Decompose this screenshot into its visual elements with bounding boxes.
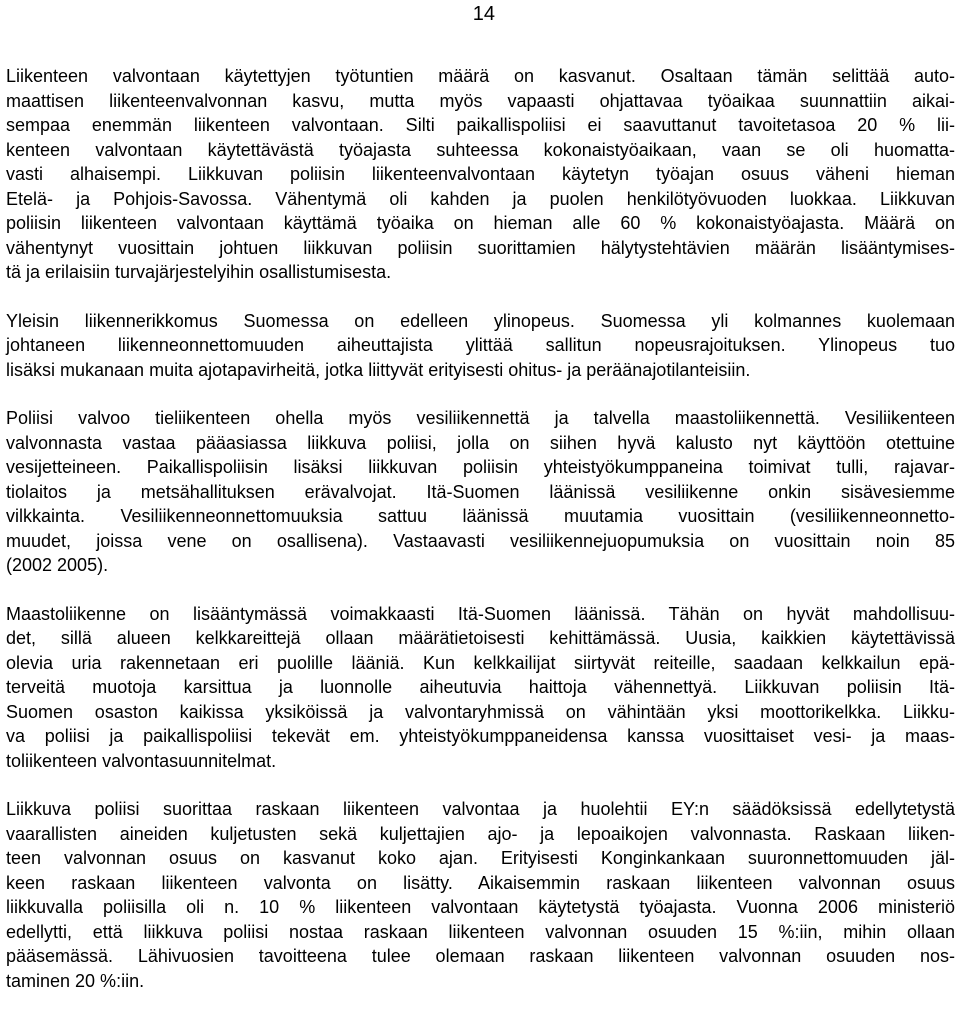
paragraph-line: edellytti, että liikkuva poliisi nostaa raskaan liikenteen valvonnan osuuden 15 %:iin, mihin ollaan [6,921,955,942]
paragraph-line: vilkkainta. Vesiliikenneonnettomuuksia sattuu läänissä muutamia vuosittain (vesiliikenneonnetto- [6,506,955,526]
paragraph-line: (2002 2005). [6,555,109,575]
paragraph-line: pääsemässä. Lähivuosien tavoitteena tulee olemaan raskaan liikenteen valvonnan osuuden nos- [6,946,955,966]
paragraph-line: Poliisi valvoo tieliikenteen ohella myös vesiliikennettä ja talvella maastoliikennettä. Vesiliikenteen [6,408,955,428]
paragraph-line: keen raskaan liikenteen valvonta on lisätty. Aikaisemmin raskaan liikenteen valvonnan osuus [6,872,955,893]
paragraph-line: olevia uria rakennetaan eri puolille lääniä. Kun kelkkailijat siirtyvät reiteille, saadaan kelkkailun epä- [6,652,955,673]
paragraph-4 [6,602,955,774]
paragraph-line: vähentynyt vuosittain johtuen liikkuvan poliisin suorittamien hälytystehtävien määrän lisääntymises- [6,237,955,258]
paragraph-1 [6,64,955,285]
paragraph-line: toliikenteen valvontasuunnitelmat. [6,750,277,771]
paragraph-line: vasti alhaisempi. Liikkuvan poliisin liikenteenvalvontaan käytetyn työajan osuus väheni hieman [6,164,955,184]
paragraph-line: taminen 20 %:iin. [6,970,145,991]
paragraph-line: muudet, joissa vene on osallisena). Vastaavasti vesiliikennejuopumuksia on vuosittain noin 85 [6,530,955,551]
paragraph-line: det, sillä alueen kelkkareittejä ollaan määrätietoisesti kehittämässä. Uusia, kaikkien käytettävissä [6,628,955,648]
paragraph-line: vesijetteineen. Paikallispoliisin lisäksi liikkuvan poliisin yhteistyökumppaneina toimivat tulli, rajavar- [6,457,955,477]
paragraph-line: va poliisi ja paikallispoliisi tekevät em. yhteistyökumppaneidensa kanssa vuosittaiset vesi- ja maas- [6,726,955,746]
page-number: 14 [472,3,495,25]
paragraph-line: Etelä- ja Pohjois-Savossa. Vähentymä oli kahden ja puolen henkilötyövuoden luokkaa. Liikkuvan [6,188,955,209]
paragraph-line: tä ja erilaisiin turvajärjestelyihin osallistumisesta. [6,262,392,282]
paragraph-line: vaarallisten aineiden kuljetusten sekä kuljettajien ajo- ja lepoaikojen valvonnasta. Raskaan liiken- [6,823,955,844]
paragraph-line: liikkuvalla poliisilla oli n. 10 % liikenteen valvontaan käytetystä työajasta. Vuonna 2006 ministeriö [6,897,955,917]
paragraph-line: sempaa enemmän liikenteen valvontaan. Silti paikallispoliisi ei saavuttanut tavoitetasoa 20 % lii- [6,115,955,135]
paragraph-line: terveitä muotoja karsittua ja luonnolle aiheutuvia haittoja vähennettyä. Liikkuvan poliisin Itä- [6,677,955,697]
paragraph-line: tiolaitos ja metsähallituksen erävalvojat. Itä-Suomen läänissä vesiliikenne onkin sisävesiemme [6,481,955,502]
paragraph-5 [6,797,955,993]
paragraph-line: poliisin liikenteen valvontaan käyttämä työaika on hieman alle 60 % kokonaistyöajasta. Määrä on [6,213,955,233]
paragraph-line: Liikkuva poliisi suorittaa raskaan liikenteen valvontaa ja huolehtii EY:n säädöksissä edellytetystä [6,799,955,819]
paragraph-3 [6,406,955,578]
paragraph-line: Liikenteen valvontaan käytettyjen työtuntien määrä on kasvanut. Osaltaan tämän selittää auto- [6,66,955,86]
paragraph-line: kenteen valvontaan käytettävästä työajasta suhteessa kokonaistyöaikaan, vaan se oli huomatta- [6,139,955,160]
document-body [6,64,955,1017]
paragraph-line: lisäksi mukanaan muita ajotapavirheitä, jotka liittyvät erityisesti ohitus- ja peräänajotilanteisiin. [6,359,751,380]
paragraph-line: Maastoliikenne on lisääntymässä voimakkaasti Itä-Suomen läänissä. Tähän on hyvät mahdollisuu- [6,603,955,624]
paragraph-line: johtaneen liikenneonnettomuuden aiheuttajista ylittää sallitun nopeusrajoituksen. Ylinopeus tuo [6,335,955,355]
paragraph-line: Suomen osaston kaikissa yksiköissä ja valvontaryhmissä on vähintään yksi moottorikelkka. Liikku- [6,701,955,722]
paragraph-line: maattisen liikenteenvalvonnan kasvu, mutta myös vapaasti ohjattavaa työaikaa suunnattiin aikai- [6,90,955,111]
paragraph-2 [6,309,955,383]
paragraph-line: teen valvonnan osuus on kasvanut koko ajan. Erityisesti Konginkankaan suuronnettomuuden jäl- [6,848,955,868]
paragraph-line: valvonnasta vastaa pääasiassa liikkuva poliisi, jolla on siihen hyvä kalusto nyt käyttöön otettuine [6,432,955,453]
paragraph-line: Yleisin liikennerikkomus Suomessa on edelleen ylinopeus. Suomessa yli kolmannes kuolemaan [6,310,955,331]
